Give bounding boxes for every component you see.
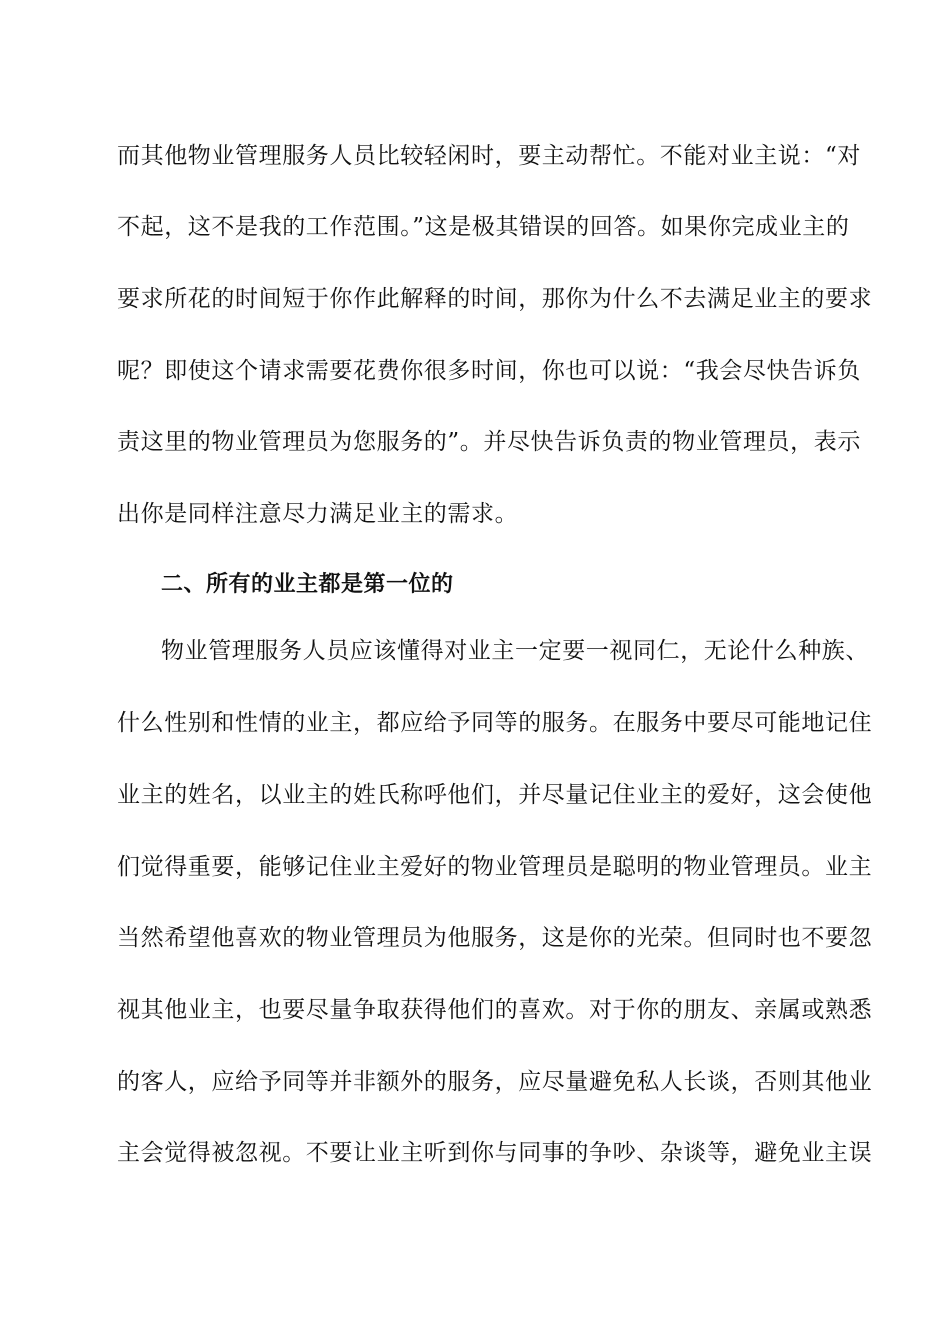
paragraph-2-line-3: 业主的姓名，以业主的姓氏称呼他们，并尽量记住业主的爱好，这会使他 (117, 782, 873, 808)
paragraph-1-line-6: 出你是同样注意尽力满足业主的需求。 (117, 501, 519, 527)
paragraph-2-line-7: 的客人，应给予同等并非额外的服务，应尽量避免私人长谈，否则其他业 (117, 1069, 873, 1095)
paragraph-1-line-1: 而其他物业管理服务人员比较轻闲时，要主动帮忙。不能对业主说：“对 (117, 143, 861, 169)
paragraph-2-line-8: 主会觉得被忽视。不要让业主听到你与同事的争吵、杂谈等，避免业主误 (117, 1140, 873, 1166)
paragraph-2-line-5: 当然希望他喜欢的物业管理员为他服务，这是你的光荣。但同时也不要忽 (117, 925, 873, 951)
paragraph-1-line-5: 责这里的物业管理员为您服务的”。并尽快告诉负责的物业管理员，表示 (117, 429, 861, 455)
paragraph-1-line-2: 不起，这不是我的工作范围。”这是极其错误的回答。如果你完成业主的 (117, 214, 850, 240)
paragraph-1-line-4: 呢？即使这个请求需要花费你很多时间，你也可以说：“我会尽快告诉负 (117, 358, 861, 384)
paragraph-2-line-4: 们觉得重要，能够记住业主爱好的物业管理员是聪明的物业管理员。业主 (117, 854, 873, 880)
paragraph-2-line-1: 物业管理服务人员应该懂得对业主一定要一视同仁，无论什么种族、 (161, 638, 869, 664)
paragraph-1-line-3: 要求所花的时间短于你作此解释的时间，那你为什么不去满足业主的要求 (117, 286, 873, 312)
paragraph-2-line-6: 视其他业主，也要尽量争取获得他们的喜欢。对于你的朋友、亲属或熟悉 (117, 997, 873, 1023)
section-heading: 二、所有的业主都是第一位的 (161, 572, 454, 597)
paragraph-2-line-2: 什么性别和性情的业主，都应给予同等的服务。在服务中要尽可能地记住 (117, 710, 873, 736)
